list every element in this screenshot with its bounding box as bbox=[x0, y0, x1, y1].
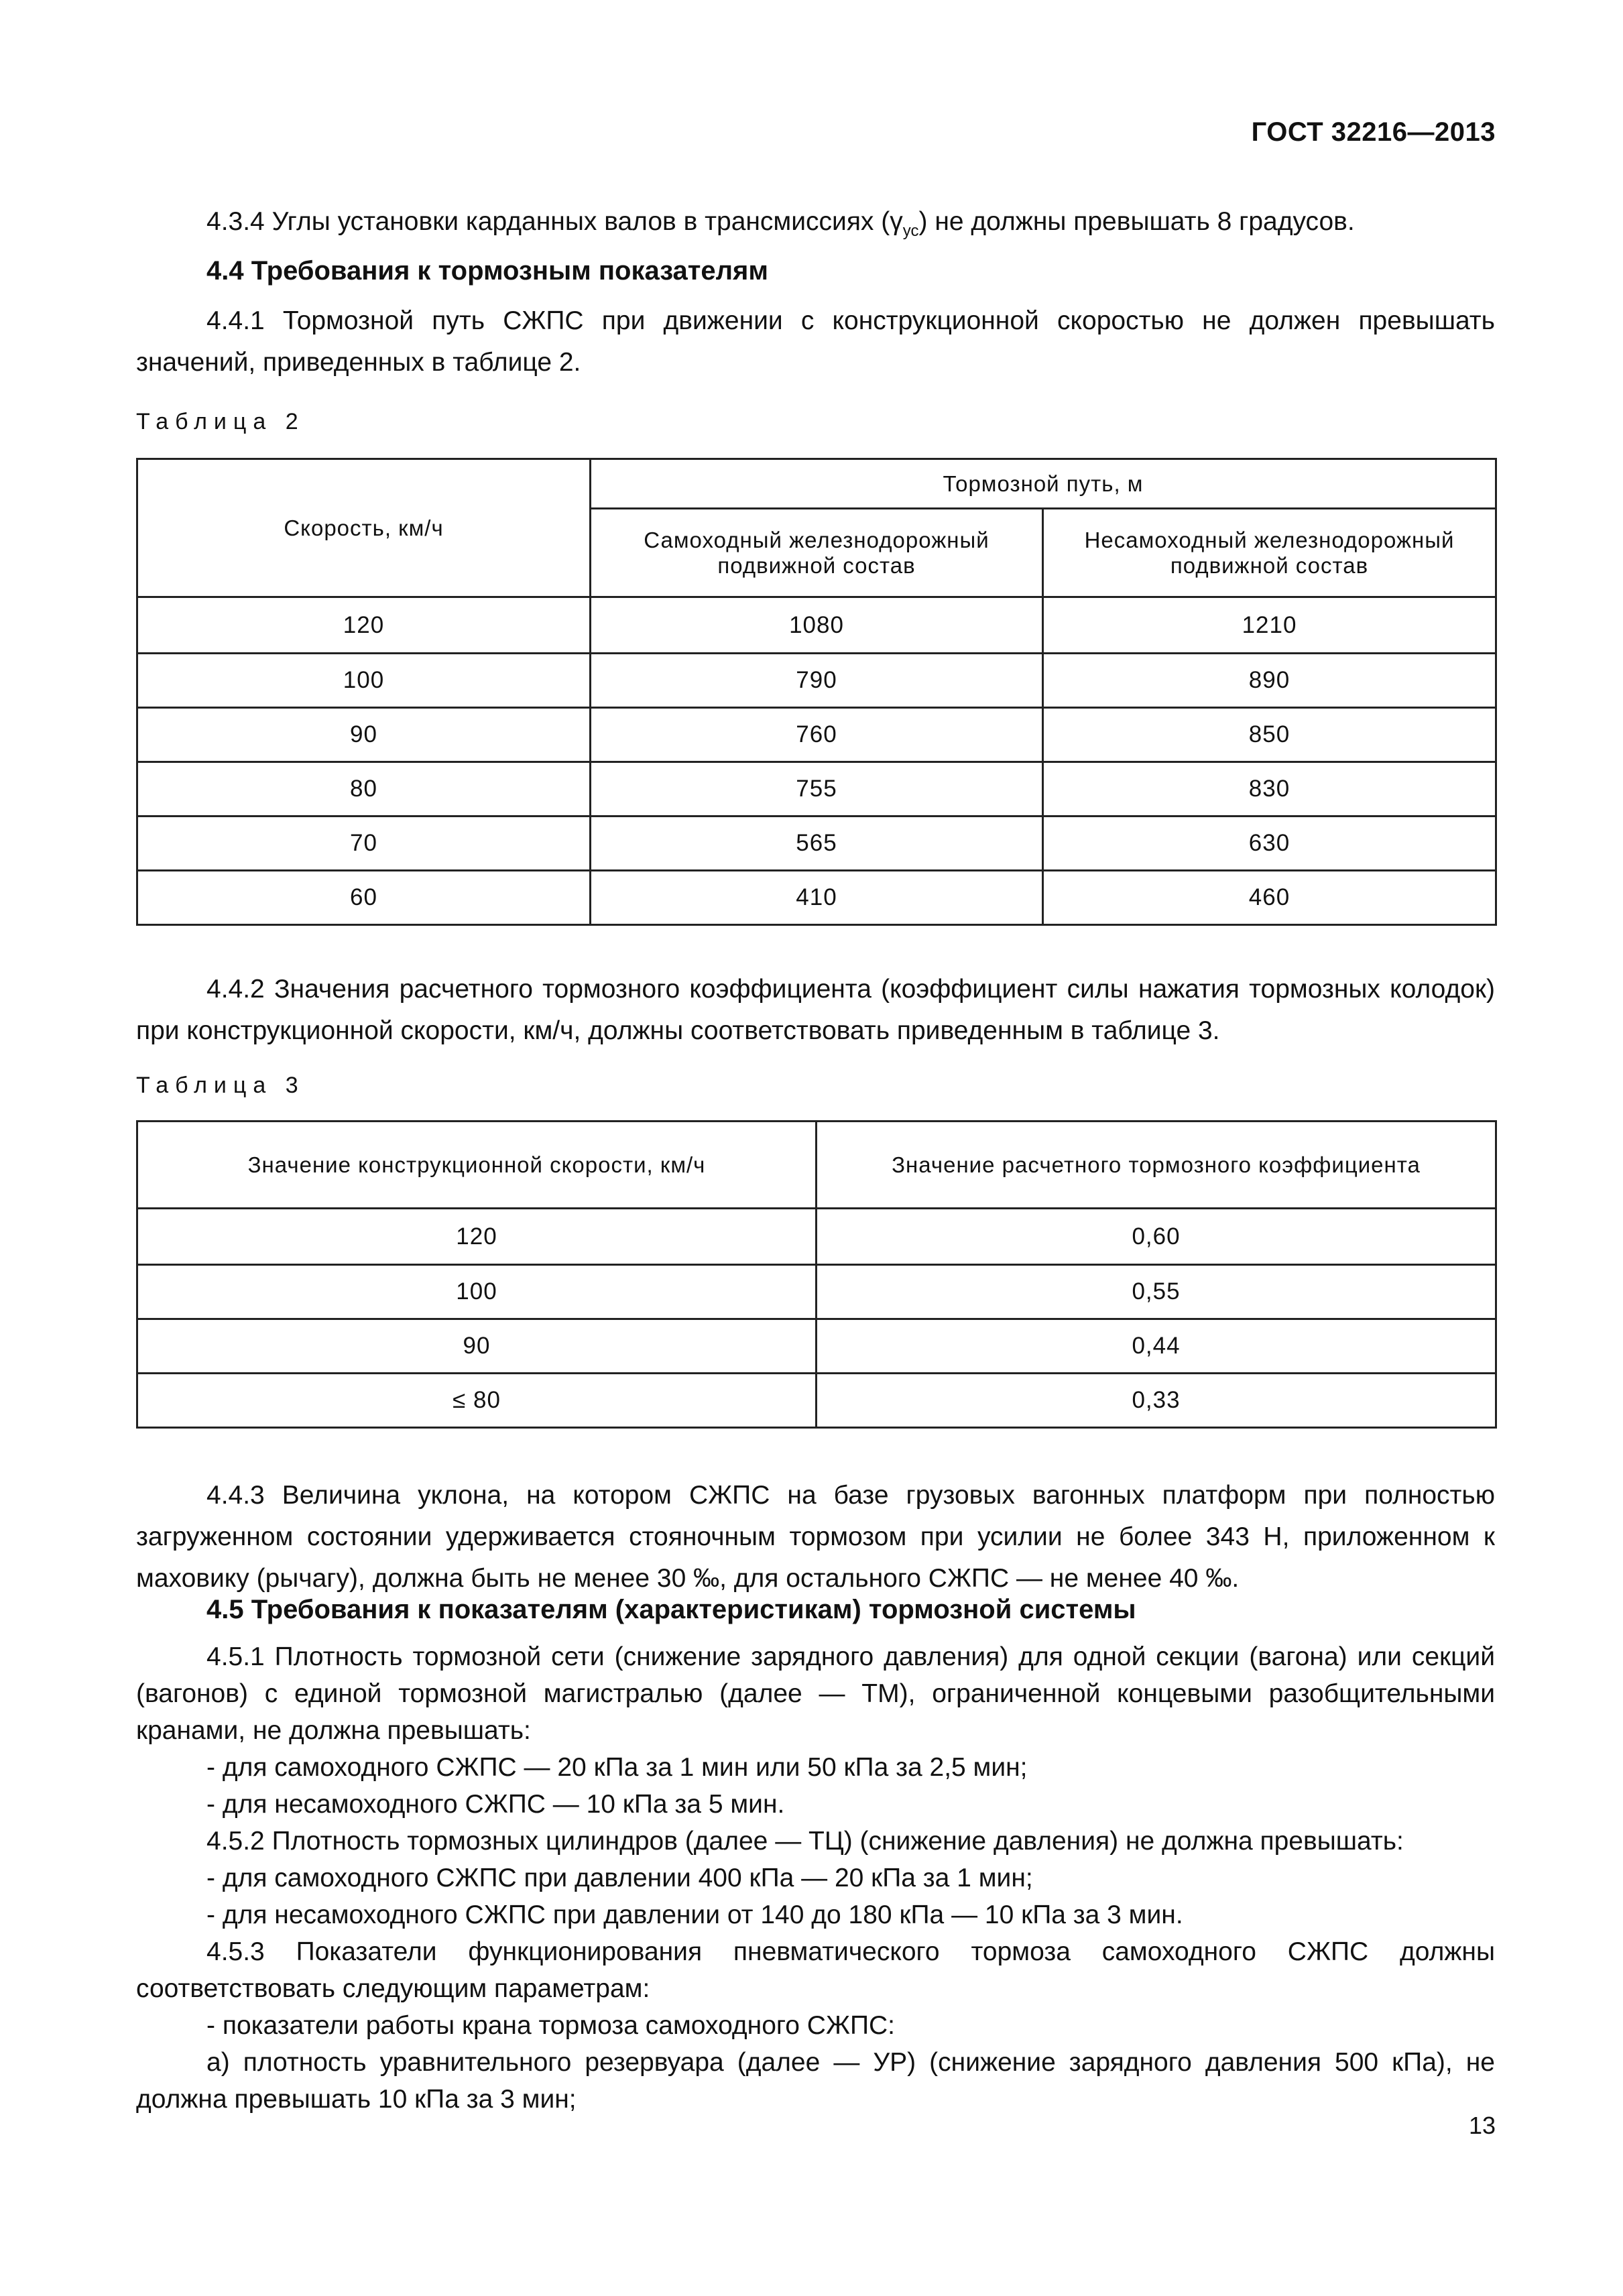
heading-4-4: 4.4 Требования к тормозным показателям bbox=[206, 256, 768, 286]
table-2-header-braking-distance: Тормозной путь, м bbox=[591, 459, 1496, 509]
section-heading-4-5 bbox=[136, 1589, 1495, 1630]
table-3 bbox=[136, 1120, 1497, 1429]
table-row bbox=[137, 1265, 1496, 1319]
p-4-5-3-text: 4.5.3 Показатели функционирования пневматического тормоза самоходного СЖПС должны соответствовать следующим параметрам: bbox=[136, 1937, 1495, 2003]
table-2-header-speed: Скорость, км/ч bbox=[137, 459, 591, 597]
table-2-cell: 565 bbox=[591, 817, 1043, 871]
list-item: - для самоходного СЖПС — 20 кПа за 1 мин или 50 кПа за 2,5 мин; bbox=[206, 1753, 1028, 1782]
table-2-cell: 460 bbox=[1043, 871, 1496, 925]
table-2-cell: 60 bbox=[137, 871, 591, 925]
table-2-cell: 1210 bbox=[1043, 597, 1496, 654]
p-4-3-4-text-b: ) не должны превышать 8 градусов. bbox=[918, 207, 1355, 236]
p-4-3-4-text-a: 4.3.4 Углы установки карданных валов в трансмиссиях (γ bbox=[206, 207, 903, 236]
table-row bbox=[137, 1374, 1496, 1428]
table-3-header-speed: Значение конструкционной скорости, км/ч bbox=[137, 1122, 817, 1209]
table-2-cell: 100 bbox=[137, 654, 591, 708]
table-3-caption: Таблица 3 bbox=[136, 1073, 305, 1098]
list-item: - для несамоходного СЖПС — 10 кПа за 5 мин. bbox=[206, 1790, 785, 1819]
p-4-5-2-text: 4.5.2 Плотность тормозных цилиндров (далее — ТЦ) (снижение давления) не должна превышать: bbox=[206, 1827, 1404, 1856]
list-item: - для самоходного СЖПС при давлении 400 кПа — 20 кПа за 1 мин; bbox=[206, 1864, 1033, 1892]
table-2-cell: 120 bbox=[137, 597, 591, 654]
table-row bbox=[137, 597, 1496, 654]
table-3-cell: 0,33 bbox=[817, 1374, 1496, 1428]
table-2 bbox=[136, 458, 1497, 926]
table-2-cell: 70 bbox=[137, 817, 591, 871]
document-designation: ГОСТ 32216—2013 bbox=[1251, 117, 1496, 147]
paragraph-4-4-1 bbox=[136, 300, 1495, 383]
gamma-subscript: ус bbox=[902, 221, 919, 240]
table-3-cell: 100 bbox=[137, 1265, 817, 1319]
table-2-cell: 410 bbox=[591, 871, 1043, 925]
heading-4-5: 4.5 Требования к показателям (характеристикам) тормозной системы bbox=[206, 1595, 1136, 1624]
table-2-cell: 90 bbox=[137, 708, 591, 762]
table-2-cell: 890 bbox=[1043, 654, 1496, 708]
table-3-cell: 0,55 bbox=[817, 1265, 1496, 1319]
section-heading-4-4 bbox=[136, 250, 1495, 292]
table-3-cell: 0,60 bbox=[817, 1209, 1496, 1265]
paragraph-4-4-3 bbox=[136, 1475, 1495, 1599]
table-2-cell: 80 bbox=[137, 762, 591, 817]
table-2-caption: Таблица 2 bbox=[136, 409, 305, 434]
p-4-5-1-text: 4.5.1 Плотность тормозной сети (снижение зарядного давления) для одной секции (вагона) или секций (вагонов) с единой тормозной магистралью (далее — ТМ), ограниченной концевыми разобщительными кранами, не должна превышать: bbox=[136, 1642, 1495, 1745]
table-3-cell: ≤ 80 bbox=[137, 1374, 817, 1428]
table-2-header-self-propelled: Самоходный железнодорожный подвижной состав bbox=[591, 509, 1043, 597]
table-row bbox=[137, 654, 1496, 708]
table-2-cell: 755 bbox=[591, 762, 1043, 817]
paragraph-4-5-1 bbox=[136, 1638, 1495, 2118]
table-3-cell: 120 bbox=[137, 1209, 817, 1265]
paragraph-4-4-2 bbox=[136, 969, 1495, 1052]
p-4-5-3-item-a: а) плотность уравнительного резервуара (далее — УР) (снижение зарядного давления 500 кПа), не должна превышать 10 кПа за 3 мин; bbox=[136, 2048, 1495, 2114]
table-2-cell: 630 bbox=[1043, 817, 1496, 871]
paragraph-4-3-4 bbox=[136, 201, 1495, 252]
table-row bbox=[137, 1209, 1496, 1265]
p-4-4-2-text: 4.4.2 Значения расчетного тормозного коэффициента (коэффициент силы нажатия тормозных колодок) при конструкционной скорости, км/ч, должны соответствовать приведенным в таблице 3. bbox=[136, 975, 1495, 1045]
table-2-cell: 790 bbox=[591, 654, 1043, 708]
table-2-cell: 850 bbox=[1043, 708, 1496, 762]
table-2-cell: 760 bbox=[591, 708, 1043, 762]
table-2-cell: 830 bbox=[1043, 762, 1496, 817]
table-3-cell: 90 bbox=[137, 1319, 817, 1374]
table-2-header-non-self-propelled: Несамоходный железнодорожный подвижной состав bbox=[1043, 509, 1496, 597]
table-row bbox=[137, 762, 1496, 817]
table-3-cell: 0,44 bbox=[817, 1319, 1496, 1374]
table-row bbox=[137, 708, 1496, 762]
list-item: - для несамоходного СЖПС при давлении от 140 до 180 кПа — 10 кПа за 3 мин. bbox=[206, 1900, 1183, 1929]
page-number: 13 bbox=[1468, 2112, 1496, 2139]
p-4-4-1-text: 4.4.1 Тормозной путь СЖПС при движении с конструкционной скоростью не должен превышать значений, приведенных в таблице 2. bbox=[136, 306, 1495, 377]
table-2-cell: 1080 bbox=[591, 597, 1043, 654]
table-row bbox=[137, 871, 1496, 925]
list-item: - показатели работы крана тормоза самоходного СЖПС: bbox=[206, 2011, 896, 2040]
table-row bbox=[137, 1319, 1496, 1374]
p-4-4-3-text: 4.4.3 Величина уклона, на котором СЖПС на базе грузовых вагонных платформ при полностью загруженном состоянии удерживается стояночным тормозом при усилии не более 343 Н, приложенном к маховику (рычагу), должна быть не менее 30 ‰, для остального СЖПС — не менее 40 ‰. bbox=[136, 1481, 1495, 1593]
table-row bbox=[137, 817, 1496, 871]
table-3-header-coefficient: Значение расчетного тормозного коэффициента bbox=[817, 1122, 1496, 1209]
